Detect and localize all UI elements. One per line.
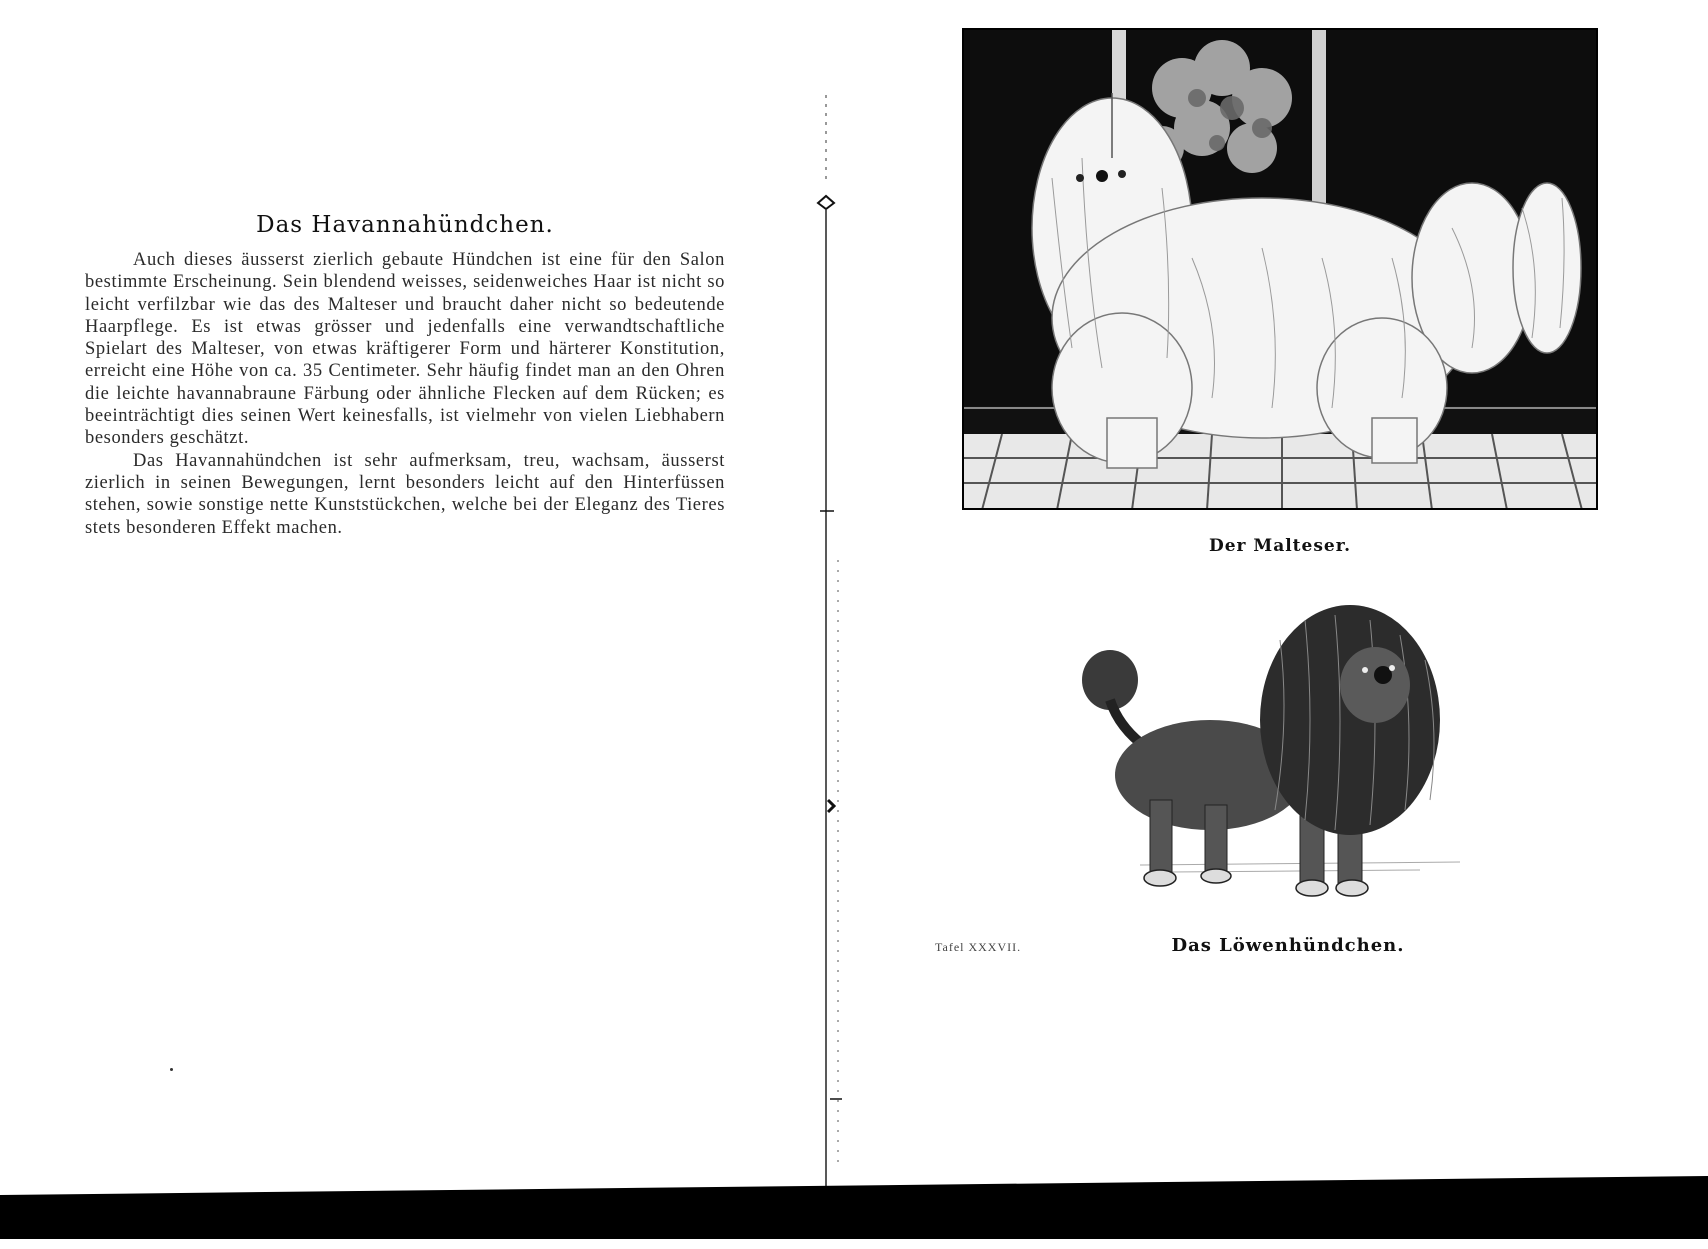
scan-edge-band (0, 1176, 1708, 1249)
body-text (85, 249, 725, 539)
caption-malteser: Der Malteser. (1208, 536, 1352, 556)
paragraph-1: Auch dieses äusserst zierlich gebaute Hündchen ist eine für den Salon bestimmte Erscheinung. Sein blendend weisses, seidenweiches Haar ist nicht so leicht verfilzbar wie das des Malteser und braucht daher nicht so bedeutende Haarpflege. Es ist etwas grösser und jedenfalls eine verwandtschaftliche Spielart des Malteser, von etwas kräftigerer Form und härterer Konstitution, erreicht eine Höhe von ca. 35 Centimeter. Sehr häufig findet man an den Ohren die leichte havannabraune Färbung oder ähnliche Flecken auf dem Rücken; es beeinträchtigt dies seinen Wert keinesfalls, ist vielmehr von vielen Liebhabern besonders geschätzt. (85, 250, 725, 449)
plate-number: Tafel XXXVII. (935, 940, 1022, 954)
paragraph-2: Das Havannahündchen ist sehr aufmerksam, treu, wachsam, äusserst zierlich in seinen Bewegungen, lernt besonders leicht auf den Hinterfüssen stehen, sowie sonstige nette Kunststückchen, welche bei der Eleganz des Tieres stets besonderen Effekt machen. (85, 450, 725, 538)
left-page (0, 0, 825, 1249)
illustration-malteser (962, 28, 1598, 510)
page-heading: Das Havannahündchen. (256, 212, 554, 238)
binding-mark-middle (828, 800, 834, 812)
ink-speck (170, 1068, 173, 1071)
caption-loewenhuendchen: Das Löwenhündchen. (1171, 935, 1405, 956)
illustration-loewenhuendchen (1080, 600, 1500, 920)
